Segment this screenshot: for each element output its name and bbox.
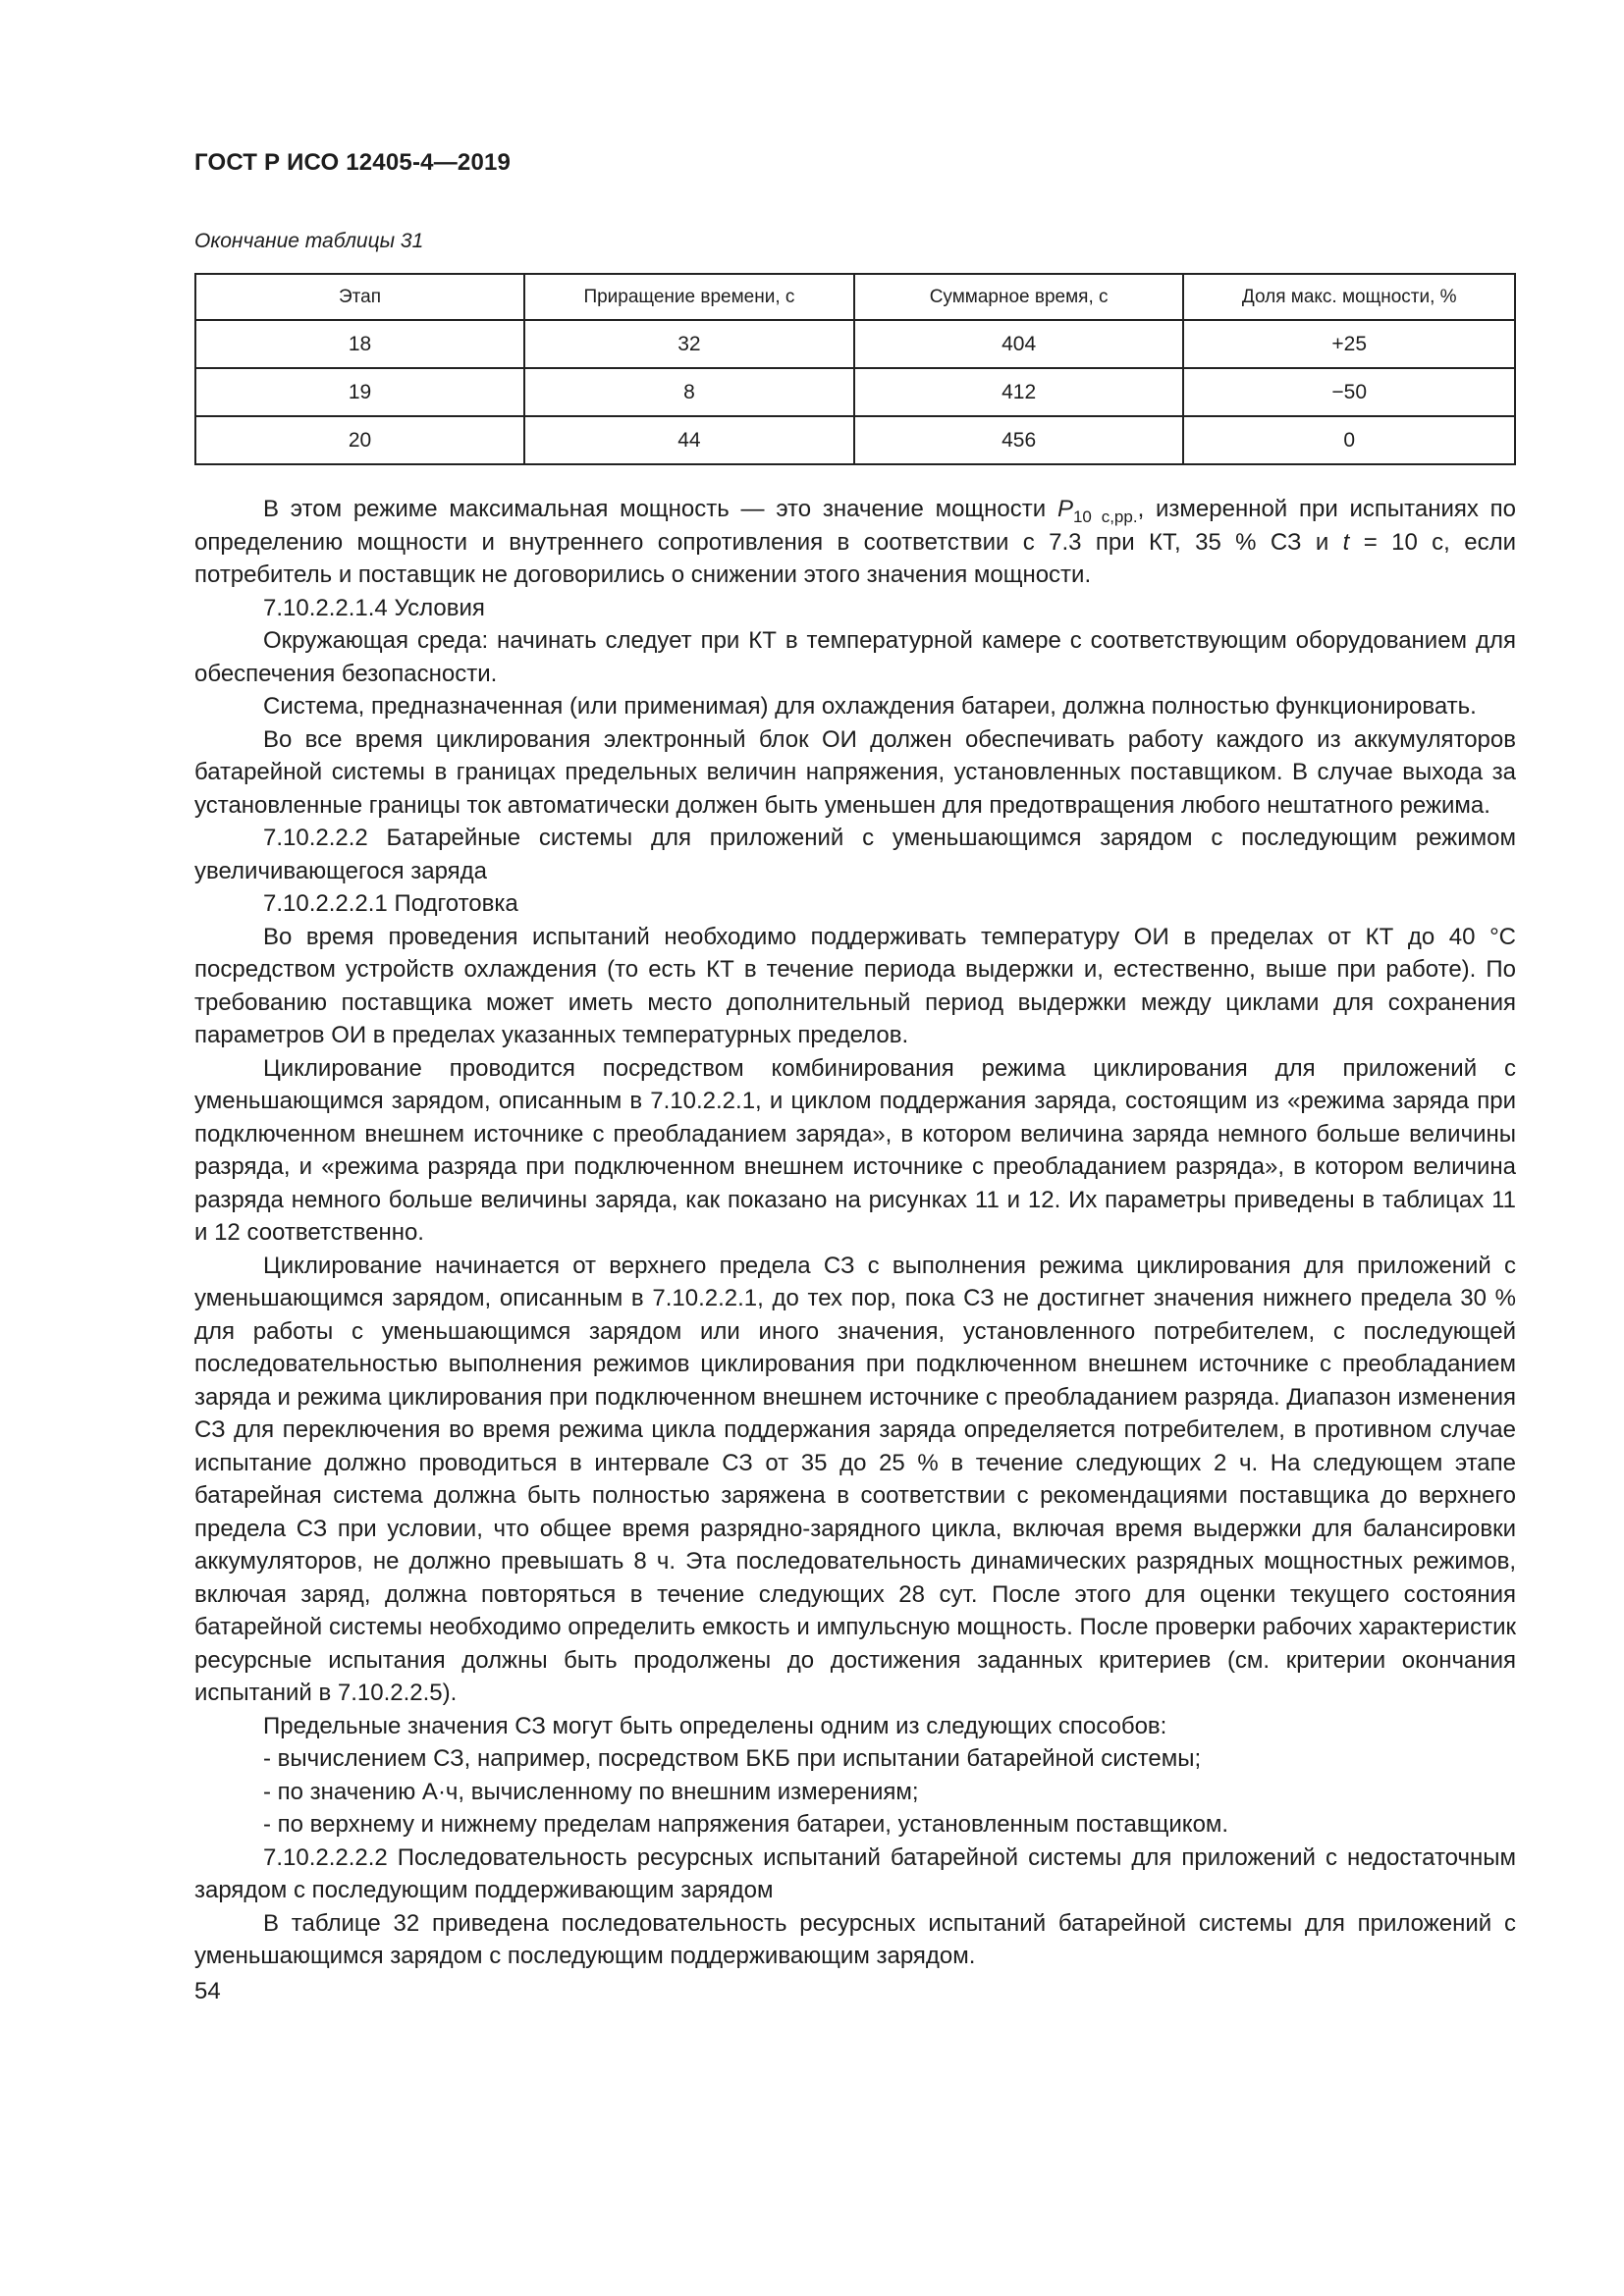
table-cell: 20 xyxy=(195,416,524,464)
table-cell: 44 xyxy=(524,416,854,464)
paragraph: Циклирование начинается от верхнего предела СЗ с выполнения режима циклирования для приложений с уменьшающимся зарядом, описанным в 7.10.2.2.1, до тех пор, пока СЗ не достигнет значения нижнего предела 30 % для работы с уменьшающимся зарядом или иного значения, установленного потребителем, с последующей последовательностью выполнения режимов циклирования при подключенном внешнем источнике с преобладанием заряда и режима циклирования при подключенном внешнем источнике с преобладанием разряда. Диапазон изменения СЗ для переключения во время режима цикла поддержания заряда определяется потребителем, в противном случае испытание должно проводиться в интервале СЗ от 35 до 25 % в течение следующих 2 ч. На следующем этапе батарейная система должна быть полностью заряжена в соответствии с рекомендациями поставщика до верхнего предела СЗ при условии, что общее время разрядно-зарядного цикла, включая время выдержки для балансировки аккумуляторов, не должно превышать 8 ч. Эта последовательность динамических разрядных мощностных режимов, включая заряд, должна повторяться в течение следующих 28 сут. После этого для оценки текущего состояния батарейной системы необходимо определить емкость и импульсную мощность. После проверки рабочих характеристик ресурсные испытания должны быть продолжены до достижения заданных критериев (см. критерии окончания испытаний в 7.10.2.2.5). xyxy=(194,1252,1516,1706)
variable: P xyxy=(1056,496,1073,522)
table-cell: 18 xyxy=(195,320,524,368)
table-cell: 412 xyxy=(854,368,1184,416)
body-text xyxy=(194,493,1516,1973)
data-table xyxy=(194,273,1516,465)
paragraph: Во время проведения испытаний необходимо поддерживать температуру ОИ в пределах от КТ до 40 °С посредством устройств охлаждения (то есть КТ в течение периода выдержки и, естественно, выше при работе). По требованию поставщика может иметь место дополнительный период выдержки между циклами для сохранения параметров ОИ в пределах указанных температурных пределов. xyxy=(194,923,1516,1048)
table-header-row xyxy=(195,274,1515,320)
paragraph: Окружающая среда: начинать следует при КТ в температурной камере с соответствующим оборудованием для обеспечения безопасности. xyxy=(194,627,1516,687)
table-cell: 456 xyxy=(854,416,1184,464)
page-number: 54 xyxy=(194,1977,221,2004)
column-header: Суммарное время, с xyxy=(854,274,1184,320)
table-cell: 19 xyxy=(195,368,524,416)
paragraph: Предельные значения СЗ могут быть определены одним из следующих способов: xyxy=(263,1712,1167,1739)
paragraph: Система, предназначенная (или применимая) для охлаждения батареи, должна полностью функционировать. xyxy=(263,693,1477,720)
table-cell: 8 xyxy=(524,368,854,416)
table-cell: 32 xyxy=(524,320,854,368)
table-row xyxy=(195,320,1515,368)
paragraph: В таблице 32 приведена последовательность ресурсных испытаний батарейной системы для приложений с уменьшающимся зарядом с последующим поддерживающим зарядом. xyxy=(194,1909,1516,1969)
paragraph: Циклирование проводится посредством комбинирования режима циклирования для приложений с уменьшающимся зарядом, описанным в 7.10.2.2.1, и циклом поддержания заряда, состоящим из «режима заряда при подключенном внешнем источнике с преобладанием заряда», в котором величина заряда немного больше величины разряда, и «режима разряда при подключенном внешнем источнике с преобладанием разряда», в котором величина разряда немного больше величины заряда, как показано на рисунках 11 и 12. Их параметры приведены в таблицах 11 и 12 соответственно. xyxy=(194,1054,1516,1246)
list-item: - по значению А·ч, вычисленному по внешним измерениям; xyxy=(263,1778,919,1805)
section-heading: 7.10.2.2.1.4 Условия xyxy=(263,594,485,621)
section-heading: 7.10.2.2.2 Батарейные системы для приложений с уменьшающимся зарядом с последующим режимом увеличивающегося заряда xyxy=(194,825,1516,884)
column-header: Доля макс. мощности, % xyxy=(1183,274,1515,320)
section-heading: 7.10.2.2.2.1 Подготовка xyxy=(263,890,518,917)
table-row xyxy=(195,368,1515,416)
table-cell: +25 xyxy=(1183,320,1515,368)
text-span: , измеренной при испытаниях по определению мощности и внутреннего сопротивления в соответствии с 7.3 при КТ, 35 % СЗ и xyxy=(194,496,1516,556)
table-cell: 404 xyxy=(854,320,1184,368)
list-item: - вычислением СЗ, например, посредством БКБ при испытании батарейной системы; xyxy=(263,1745,1202,1772)
text-span: = 10 с, если потребитель и поставщик не договорились о снижении этого значения мощности. xyxy=(194,528,1516,588)
text-span: В этом режиме максимальная мощность — это значение мощности xyxy=(263,496,1057,522)
paragraph: Во все время циклирования электронный блок ОИ должен обеспечивать работу каждого из аккумуляторов батарейной системы в границах предельных величин напряжения, установленных поставщиком. В случае выхода за установленные границы ток автоматически должен быть уменьшен для предотвращения любого нештатного режима. xyxy=(194,725,1516,819)
paragraph xyxy=(194,493,1516,592)
list-item: - по верхнему и нижнему пределам напряжения батареи, установленным поставщиком. xyxy=(263,1811,1229,1838)
subscript: 10 с,рр. xyxy=(1072,507,1138,526)
table-cell: 0 xyxy=(1183,416,1515,464)
document-header: ГОСТ Р ИСО 12405-4—2019 xyxy=(194,149,512,176)
table-caption: Окончание таблицы 31 xyxy=(194,230,424,252)
column-header: Приращение времени, с xyxy=(524,274,854,320)
column-header: Этап xyxy=(195,274,524,320)
variable: t xyxy=(1342,528,1350,556)
section-heading: 7.10.2.2.2.2 Последовательность ресурсных испытаний батарейной системы для приложений с недостаточным зарядом с последующим поддерживающим зарядом xyxy=(194,1843,1516,1903)
table-cell: −50 xyxy=(1183,368,1515,416)
document-page xyxy=(194,147,1516,2007)
table-row xyxy=(195,416,1515,464)
